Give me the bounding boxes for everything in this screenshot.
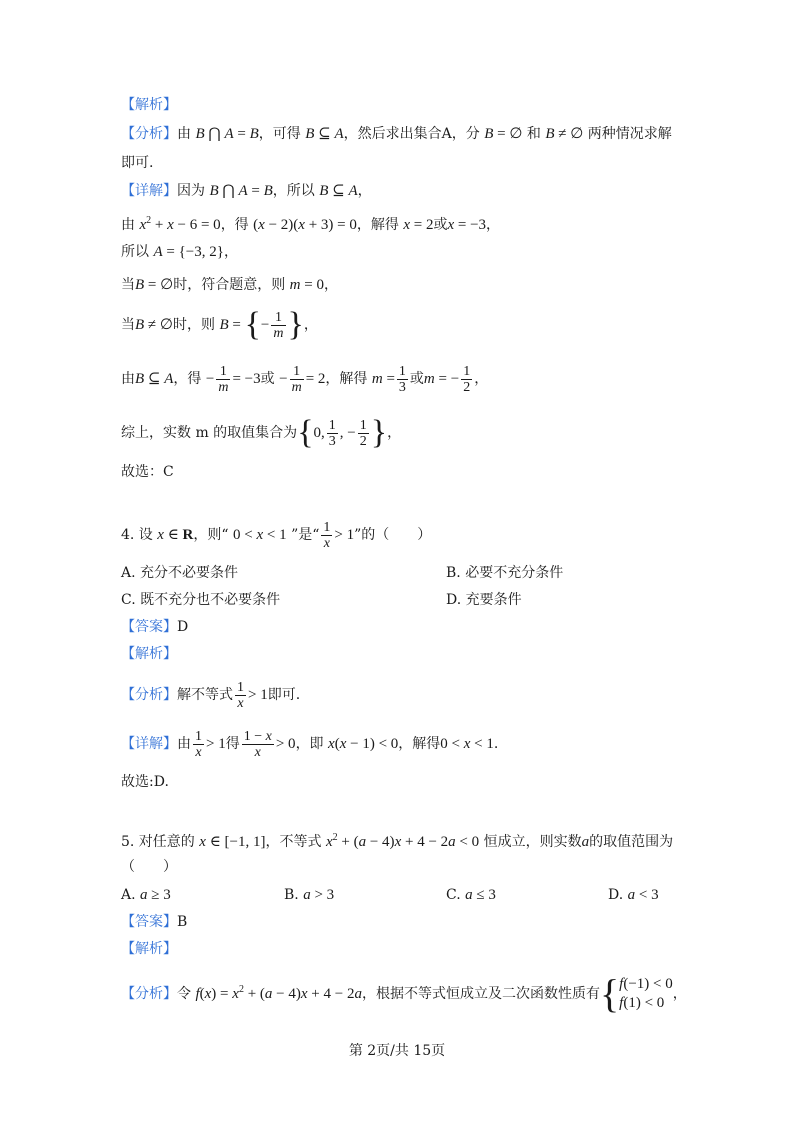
text: 由 xyxy=(121,217,135,233)
daan-tag: 【答案】 xyxy=(121,914,177,930)
q4-answer xyxy=(121,617,188,637)
q4-detail: 【详解】由 $\frac{1}{x}$ > 1得 $\frac{1 - x}{x}$ > 0，即 x(x − 1) < 0，解得0 < x < 1. xyxy=(121,728,499,760)
q3-analysis-line: 【分析】由 B ⋂ A = B，可得 B ⊆ A，然后求出集合A，分 B = ∅ 和 B ≠ ∅ 两种情况求解 xyxy=(121,126,672,142)
text: 解不等式 xyxy=(177,687,233,703)
text: ，即 xyxy=(295,736,324,752)
text: 的取值范围为 xyxy=(589,834,674,850)
q4-option-a[interactable]: A. 充分不必要条件 xyxy=(121,565,239,581)
text: 4. 设 xyxy=(121,527,153,543)
xiangjie-tag: 【详解】 xyxy=(121,183,177,199)
q3-choose: 故选：C xyxy=(121,464,174,480)
jiexi-tag: 【解析】 xyxy=(121,97,177,113)
q3-detail-line5: 当B ≠ ∅时，则 B = {− $\frac{1}{m}$ }， xyxy=(121,306,318,343)
text: 由 xyxy=(177,736,191,752)
q5-answer xyxy=(121,912,187,932)
text: 或 xyxy=(433,217,448,233)
text: ，解得 xyxy=(325,371,368,387)
fenxi-tag: 【分析】 xyxy=(121,986,177,1002)
q5-stem: 5. 对任意的 x ∈ [−1, 1]，不等式 $x^2 + (a - 4)x + 4 - 2a < 0$ 恒成立，则实数a的取值范围为 xyxy=(121,832,674,850)
text: ，解得 xyxy=(356,217,399,233)
answer-value: B xyxy=(177,914,188,930)
text: 因为 xyxy=(177,183,205,199)
text: 或 xyxy=(260,371,275,387)
text: 所以 xyxy=(121,244,149,260)
text: 当 xyxy=(121,317,135,333)
text: 两种情况求解 xyxy=(587,126,672,142)
text: ，则“ xyxy=(193,527,229,543)
text: 由 xyxy=(121,371,135,387)
q5-option-d[interactable]: D. a < 3 xyxy=(608,887,659,903)
text: 综上，实数 m 的取值集合为 xyxy=(121,425,298,441)
q5-option-a[interactable]: A. a ≥ 3 xyxy=(121,887,171,903)
q5-analysis: 【分析】令 $f(x) = x^2 + (a - 4)x + 4 - 2a$，根据不等式恒成立及二次函数性质有{ f(−1) < 0 f(1) < 0 ， xyxy=(121,971,687,1016)
q5-option-c[interactable]: C. a ≤ 3 xyxy=(446,887,496,903)
q5-option-b[interactable]: B. a > 3 xyxy=(284,887,335,903)
text: ，根据不等式恒成立及二次函数性质有 xyxy=(361,986,600,1002)
daan-tag: 【答案】 xyxy=(121,619,177,635)
text: ，得 xyxy=(220,217,249,233)
q4-option-c[interactable]: C. 既不充分也不必要条件 xyxy=(121,592,281,608)
option-label: B. xyxy=(284,887,299,903)
q3-detail-line6: 由B ⊆ A，得 − $\frac{1}{m}$ = −3或 − $\frac{1}{m}$ = 2，解得 m = $\frac{1}{3}$ 或m = − $\frac{1}{2}$ ， xyxy=(121,363,489,395)
jiexi-tag: 【解析】 xyxy=(121,646,177,662)
text: ，不等式 xyxy=(265,834,322,850)
option-label: A. xyxy=(121,887,136,903)
option-label: D. xyxy=(608,887,624,903)
text: 即可. xyxy=(267,687,301,703)
q3-detail-line1: 【详解】因为 B ⋂ A = B，所以 B ⊆ A， xyxy=(121,183,372,199)
answer-value: D xyxy=(177,619,189,635)
text: 时，符合题意，则 xyxy=(173,277,286,293)
text: ，可得 xyxy=(258,126,301,142)
q3-analysis-cont: 即可. xyxy=(121,155,154,171)
q3-detail-line7: 综上，实数 m 的取值集合为{0, $\frac{1}{3}$ , − $\frac{1}{2}$ }， xyxy=(121,414,402,451)
text: ”是“ xyxy=(291,527,320,543)
q5-paren: （ ） xyxy=(121,859,177,875)
fenxi-tag: 【分析】 xyxy=(121,126,177,142)
text: 由 xyxy=(177,126,191,142)
fenxi-tag: 【分析】 xyxy=(121,687,177,703)
q4-choose: 故选:D. xyxy=(121,774,169,790)
q4-option-b[interactable]: B. 必要不充分条件 xyxy=(446,565,564,581)
xiangjie-tag: 【详解】 xyxy=(121,736,177,752)
text: 令 xyxy=(177,986,191,1002)
q3-detail-line4: 当B = ∅时，符合题意，则 m = 0， xyxy=(121,277,338,293)
text: ，然后求出集合A，分 xyxy=(343,126,480,142)
text: 和 xyxy=(526,126,541,142)
text: 时，则 xyxy=(172,317,215,333)
text: ，得 xyxy=(173,371,202,387)
text: 5. 对任意的 xyxy=(121,834,195,850)
text: ”的（ ） xyxy=(354,527,432,543)
text: ，所以 xyxy=(272,183,315,199)
q3-detail-line3: 所以 A = {−3, 2}， xyxy=(121,244,238,260)
option-label: C. xyxy=(446,887,461,903)
text: 恒成立，则实数 xyxy=(483,834,582,850)
jiexi-tag: 【解析】 xyxy=(121,941,177,957)
text: ，解得 xyxy=(398,736,441,752)
text: 得 xyxy=(225,736,240,752)
page-footer: 第 2页/共 15页 xyxy=(348,1043,446,1059)
q4-analysis: 【分析】解不等式 $\frac{1}{x}$ > 1即可. xyxy=(121,679,301,711)
text: 当 xyxy=(121,277,135,293)
text: 或 xyxy=(409,371,424,387)
q4-option-d[interactable]: D. 充要条件 xyxy=(446,592,522,608)
q4-stem: 4. 设 x ∈ R，则“ 0 < x < 1 ”是“ $\frac{1}{x}$ > 1”的（ ） xyxy=(121,519,432,551)
q3-detail-line2: 由 $x^2 + x - 6 = 0$，得 (x − 2)(x + 3) = 0，解得 x = 2或x = −3， xyxy=(121,215,501,233)
